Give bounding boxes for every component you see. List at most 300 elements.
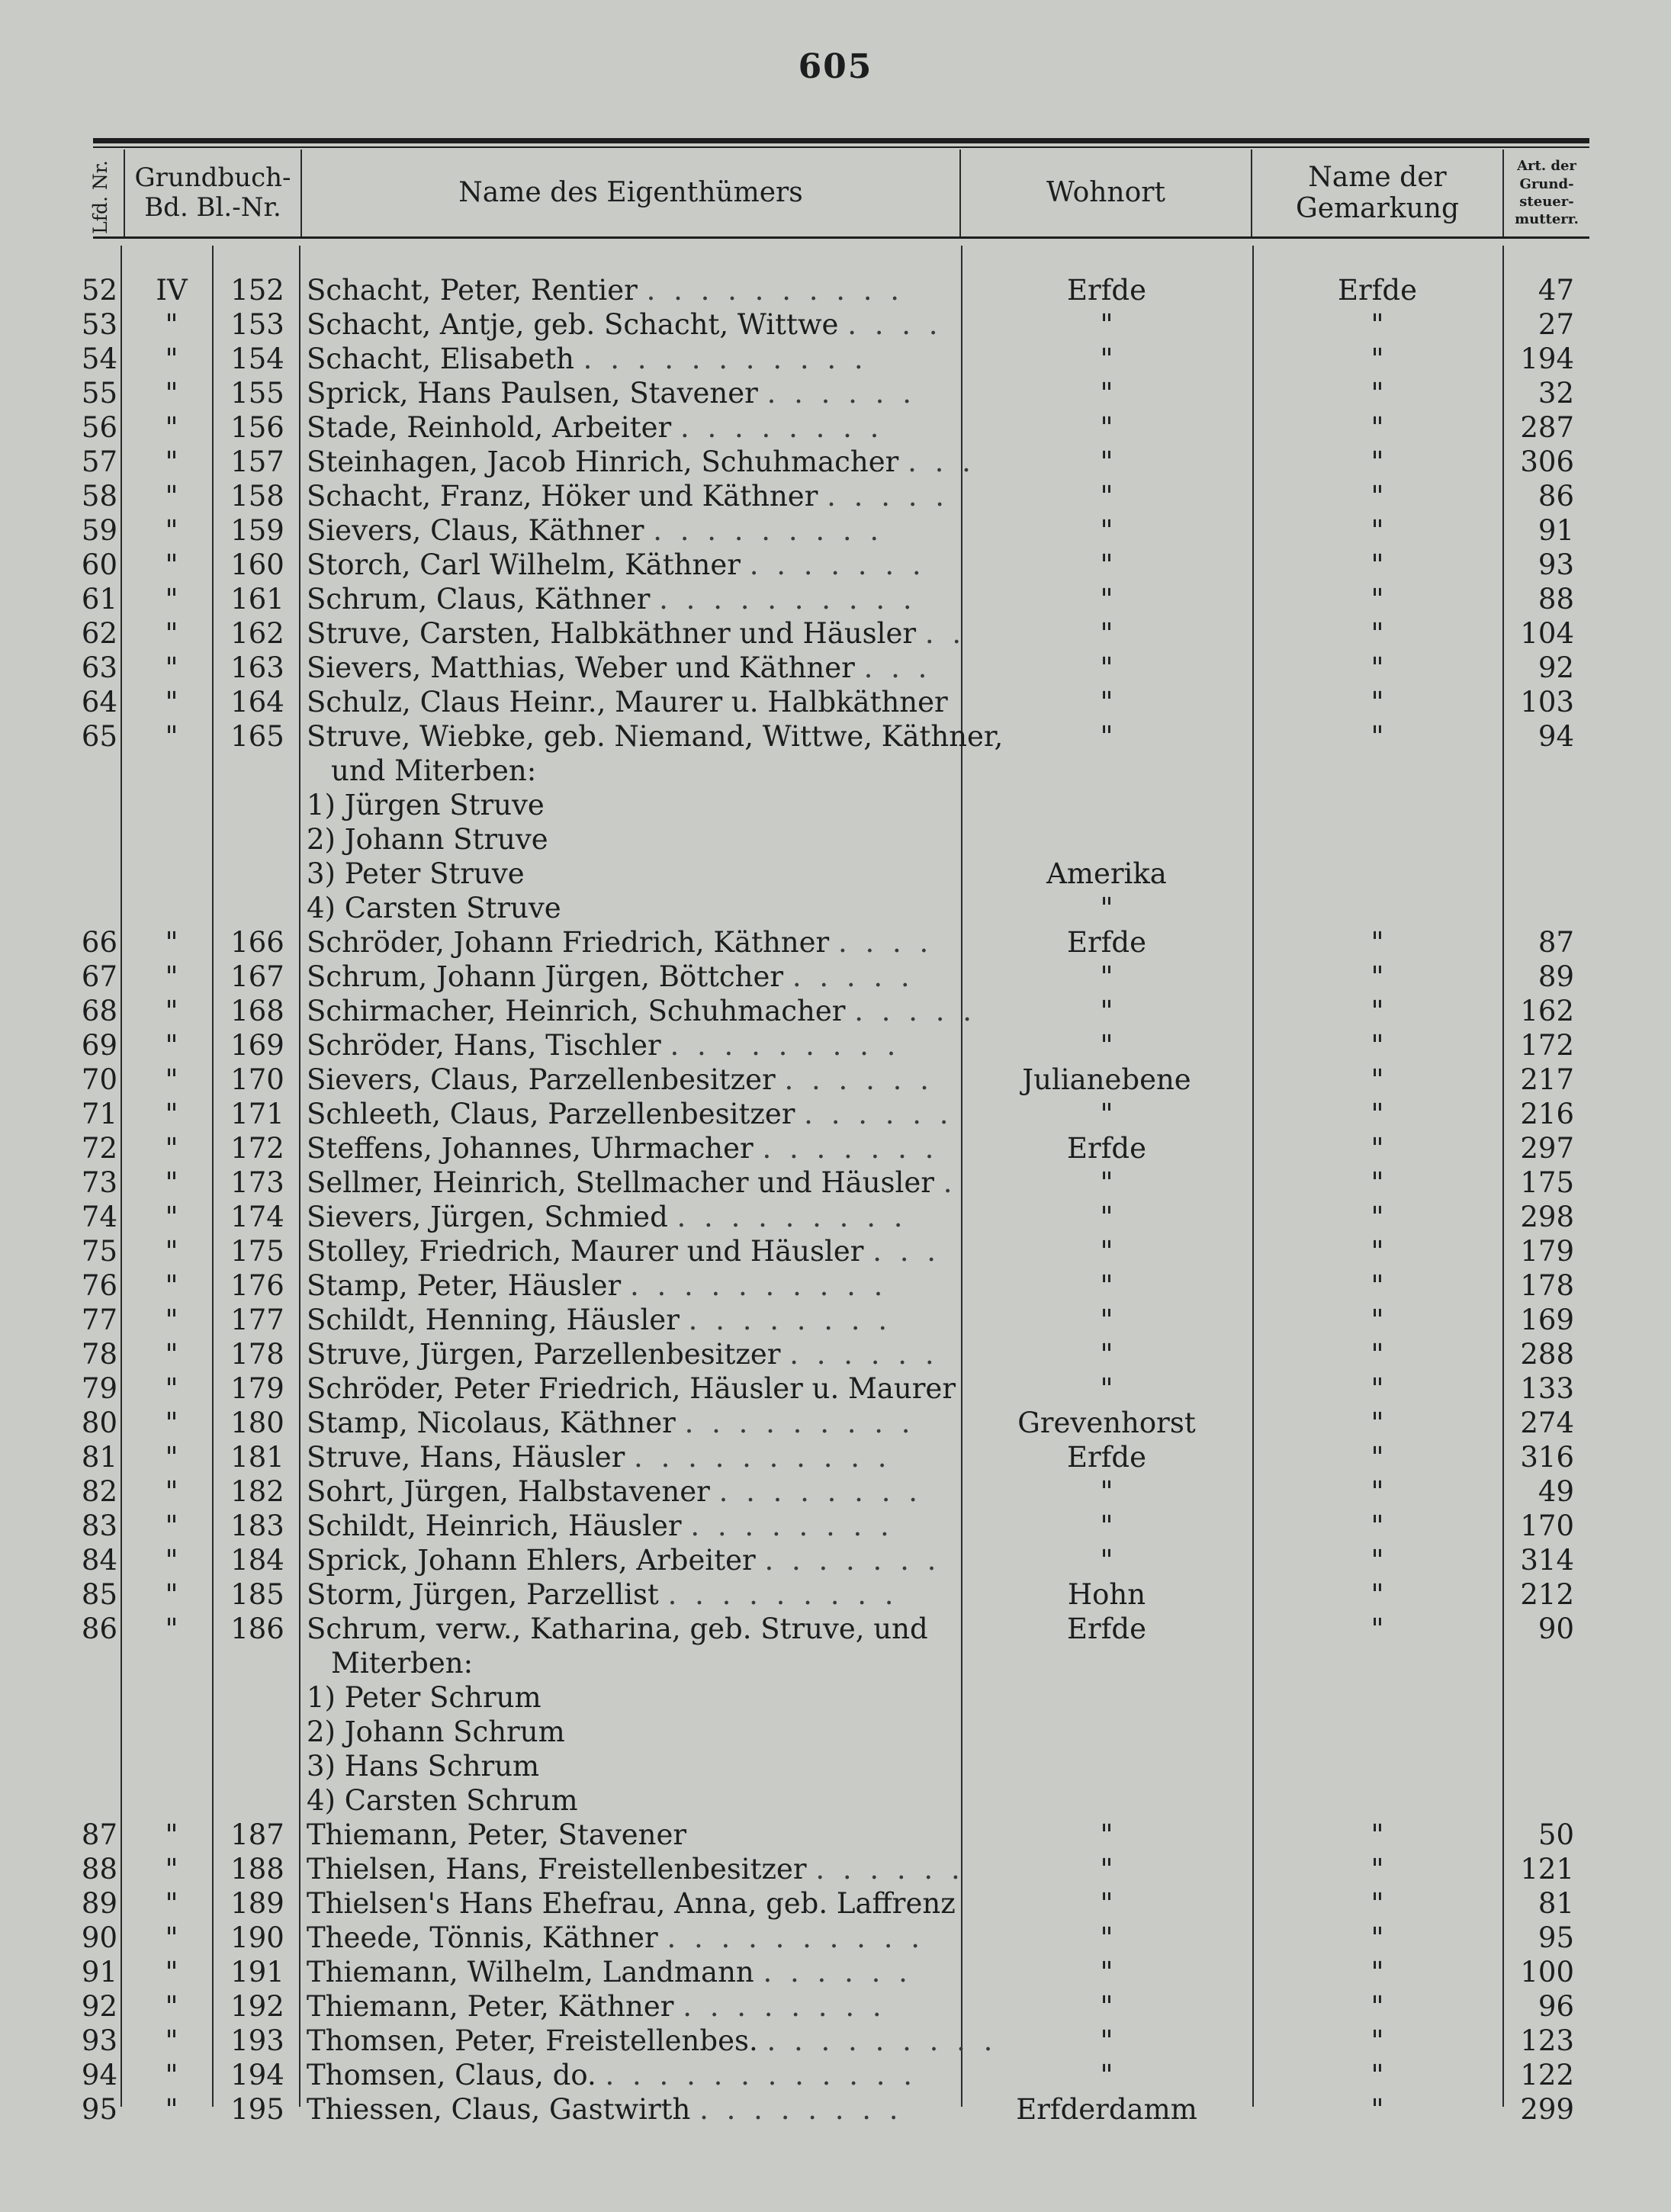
gemarkung-cell: " bbox=[1371, 1475, 1384, 1508]
band-cell: " bbox=[165, 342, 178, 375]
blatt-cell: 174 bbox=[230, 1201, 284, 1233]
wohnort-cell: " bbox=[1100, 308, 1113, 341]
artikel-cell: 314 bbox=[1520, 1544, 1574, 1577]
blatt-cell: 190 bbox=[230, 1921, 284, 1954]
owner-name-text: Schröder, Johann Friedrich, Käthner bbox=[307, 926, 830, 959]
table-row bbox=[0, 1474, 1671, 1509]
owner-name-cell bbox=[307, 376, 951, 410]
owner-name-continuation: und Miterben: bbox=[331, 754, 537, 787]
band-cell: " bbox=[165, 1578, 178, 1611]
band-cell: " bbox=[165, 2093, 178, 2126]
owner-name-cell bbox=[307, 1818, 951, 1852]
table-row bbox=[0, 925, 1671, 960]
wohnort-cell: " bbox=[1100, 960, 1113, 993]
owner-name-cell bbox=[307, 1989, 951, 2024]
table-row bbox=[0, 1028, 1671, 1063]
owner-name-cell bbox=[307, 445, 975, 479]
gemarkung-cell: " bbox=[1371, 377, 1384, 410]
header-lfd-nr: Lfd. Nr. bbox=[88, 159, 111, 234]
artikel-cell: 162 bbox=[1520, 995, 1574, 1027]
heir-list-item: 1) Jürgen Struve bbox=[307, 789, 545, 821]
lfd-nr-cell: 79 bbox=[81, 1372, 117, 1405]
wohnort-cell: " bbox=[1100, 1372, 1113, 1405]
wohnort-cell: " bbox=[1100, 995, 1113, 1027]
owner-name-cell bbox=[307, 1097, 951, 1131]
lfd-nr-cell: 71 bbox=[81, 1098, 117, 1130]
owner-name-cell bbox=[307, 1200, 951, 1234]
table-row bbox=[0, 1886, 1671, 1921]
band-cell: " bbox=[165, 651, 178, 684]
leader-dots: . . . . bbox=[847, 308, 943, 341]
wohnort-cell: " bbox=[1100, 411, 1113, 444]
owner-name-cell bbox=[307, 582, 951, 616]
owner-name-text: Sellmer, Heinrich, Stellmacher und Häusler bbox=[307, 1166, 934, 1199]
table-row bbox=[0, 1131, 1671, 1165]
leader-dots: . . . . . . bbox=[766, 377, 916, 410]
gemarkung-cell: " bbox=[1371, 960, 1384, 993]
lfd-nr-cell: 72 bbox=[81, 1132, 117, 1165]
owner-name-text: Thiessen, Claus, Gastwirth bbox=[307, 2093, 691, 2126]
band-cell: " bbox=[165, 1921, 178, 1954]
band-cell: " bbox=[165, 480, 178, 513]
wohnort-cell: " bbox=[1100, 2024, 1113, 2057]
artikel-cell: 178 bbox=[1520, 1269, 1574, 1302]
wohnort-cell: " bbox=[1100, 514, 1113, 547]
lfd-nr-cell: 63 bbox=[81, 651, 117, 684]
table-row bbox=[0, 1200, 1671, 1234]
table-row bbox=[0, 445, 1671, 479]
blatt-cell: 164 bbox=[230, 686, 284, 719]
lfd-nr-cell: 89 bbox=[81, 1887, 117, 1920]
wohnort-cell: " bbox=[1100, 1544, 1113, 1577]
leader-dots: . . bbox=[924, 617, 966, 650]
band-cell: " bbox=[165, 1132, 178, 1165]
lfd-nr-cell: 54 bbox=[81, 342, 117, 375]
gemarkung-cell: " bbox=[1371, 1956, 1384, 1989]
wohnort-cell: Hohn bbox=[1067, 1578, 1146, 1611]
owner-name-text: Stamp, Peter, Häusler bbox=[307, 1269, 622, 1302]
table-row bbox=[0, 1303, 1671, 1337]
lfd-nr-cell: 56 bbox=[81, 411, 117, 444]
owner-name-text: Steffens, Johannes, Uhrmacher bbox=[307, 1132, 754, 1165]
wohnort-cell: " bbox=[1100, 1029, 1113, 1062]
artikel-cell: 81 bbox=[1538, 1887, 1574, 1920]
lfd-nr-cell: 62 bbox=[81, 617, 117, 650]
header-name: Name des Eigenthümers bbox=[458, 177, 803, 209]
leader-dots: . . . . . . . . . . bbox=[629, 1269, 888, 1302]
blatt-cell: 192 bbox=[230, 1990, 284, 2023]
table-row bbox=[0, 273, 1671, 307]
owner-name-cell bbox=[307, 1921, 951, 1955]
table-row bbox=[0, 2024, 1671, 2058]
header-top-thin-rule bbox=[93, 146, 1589, 148]
owner-name-text: Steinhagen, Jacob Hinrich, Schuhmacher bbox=[307, 445, 899, 478]
table-row bbox=[0, 1543, 1671, 1577]
owner-name-cell bbox=[307, 273, 951, 307]
band-cell: " bbox=[165, 1269, 178, 1302]
blatt-cell: 171 bbox=[230, 1098, 284, 1130]
lfd-nr-cell: 75 bbox=[81, 1235, 117, 1268]
gemarkung-cell: " bbox=[1371, 1029, 1384, 1062]
owner-name-cell bbox=[307, 1028, 951, 1063]
owner-name-text: Schildt, Henning, Häusler bbox=[307, 1304, 680, 1336]
owner-name-text: Schleeth, Claus, Parzellenbesitzer bbox=[307, 1098, 795, 1130]
leader-dots: . . . . . . . . . bbox=[667, 1578, 898, 1611]
artikel-cell: 50 bbox=[1538, 1818, 1574, 1851]
blatt-cell: 172 bbox=[230, 1132, 284, 1165]
lfd-nr-cell: 57 bbox=[81, 445, 117, 478]
leader-dots: . . . . . bbox=[792, 960, 914, 993]
header-wohnort: Wohnort bbox=[1046, 177, 1165, 209]
table-row bbox=[0, 994, 1671, 1028]
wohnort-cell: " bbox=[1100, 548, 1113, 581]
artikel-cell: 27 bbox=[1538, 308, 1574, 341]
artikel-cell: 49 bbox=[1538, 1475, 1574, 1508]
lfd-nr-cell: 58 bbox=[81, 480, 117, 513]
gemarkung-cell: " bbox=[1371, 1235, 1384, 1268]
band-cell: " bbox=[165, 1887, 178, 1920]
table-row-continuation bbox=[0, 754, 1671, 788]
owner-name-cell bbox=[307, 1268, 951, 1303]
owner-name-text: Schrum, Claus, Käthner bbox=[307, 583, 651, 616]
table-row-continuation bbox=[0, 1783, 1671, 1818]
band-cell: " bbox=[165, 1098, 178, 1130]
table-row-continuation bbox=[0, 1680, 1671, 1715]
owner-name-cell bbox=[307, 651, 951, 685]
leader-dots: . . . . . . . . . . bbox=[634, 1441, 892, 1474]
gemarkung-cell: " bbox=[1371, 1921, 1384, 1954]
gemarkung-cell: " bbox=[1371, 2024, 1384, 2057]
table-row bbox=[0, 1577, 1671, 1612]
heir-list-item: 4) Carsten Struve bbox=[307, 892, 561, 924]
gemarkung-cell: " bbox=[1371, 1509, 1384, 1542]
wohnort-cell: " bbox=[1100, 583, 1113, 616]
owner-name-cell bbox=[307, 1131, 951, 1165]
heir-list-item: 1) Peter Schrum bbox=[307, 1681, 541, 1714]
table-row bbox=[0, 1440, 1671, 1474]
owner-name-text: Schacht, Elisabeth bbox=[307, 342, 574, 375]
blatt-cell: 167 bbox=[230, 960, 284, 993]
leader-dots: . . . . bbox=[837, 926, 934, 959]
wohnort-cell: Grevenhorst bbox=[1017, 1407, 1196, 1439]
band-cell: " bbox=[165, 1338, 178, 1371]
owner-name-text: Schildt, Heinrich, Häusler bbox=[307, 1509, 682, 1542]
owner-name-cell bbox=[307, 1474, 951, 1509]
blatt-cell: 184 bbox=[230, 1544, 284, 1577]
gemarkung-cell: " bbox=[1371, 1578, 1384, 1611]
leader-dots: . . . . . bbox=[854, 995, 977, 1027]
lfd-nr-cell: 94 bbox=[81, 2059, 117, 2091]
owner-name-cell bbox=[307, 1303, 951, 1337]
wohnort-cell: " bbox=[1100, 720, 1113, 753]
band-cell: " bbox=[165, 1990, 178, 2023]
band-cell: " bbox=[165, 583, 178, 616]
blatt-cell: 183 bbox=[230, 1509, 284, 1542]
lfd-nr-cell: 59 bbox=[81, 514, 117, 547]
band-cell: " bbox=[165, 617, 178, 650]
owner-name-text: Schrum, verw., Katharina, geb. Struve, und bbox=[307, 1612, 928, 1645]
blatt-cell: 169 bbox=[230, 1029, 284, 1062]
heir-list-item: 3) Peter Struve bbox=[307, 857, 525, 890]
owner-name-text: Sievers, Jürgen, Schmied bbox=[307, 1201, 668, 1233]
owner-name-cell bbox=[307, 2058, 951, 2092]
owner-name-text: Thomsen, Peter, Freistellenbes. bbox=[307, 2024, 758, 2057]
band-cell: " bbox=[165, 1407, 178, 1439]
band-cell: " bbox=[165, 995, 178, 1027]
blatt-cell: 165 bbox=[230, 720, 284, 753]
band-cell: " bbox=[165, 411, 178, 444]
leader-dots: . . . bbox=[863, 651, 932, 684]
artikel-cell: 172 bbox=[1520, 1029, 1574, 1062]
band-cell: " bbox=[165, 2024, 178, 2057]
artikel-cell: 194 bbox=[1520, 342, 1574, 375]
table-row bbox=[0, 1234, 1671, 1268]
artikel-cell: 103 bbox=[1520, 686, 1574, 719]
owner-name-cell bbox=[307, 1165, 957, 1200]
leader-dots: . . . . . . . bbox=[749, 548, 926, 581]
artikel-cell: 217 bbox=[1520, 1063, 1574, 1096]
wohnort-cell: " bbox=[1100, 1990, 1113, 2023]
gemarkung-cell: " bbox=[1371, 1372, 1384, 1405]
table-row bbox=[0, 1371, 1671, 1406]
leader-dots: . . . . . . . . . bbox=[670, 1029, 901, 1062]
wohnort-cell: " bbox=[1100, 2059, 1113, 2091]
owner-name-text: Thiemann, Peter, Stavener bbox=[307, 1818, 687, 1851]
gemarkung-cell: " bbox=[1371, 583, 1384, 616]
artikel-cell: 123 bbox=[1520, 2024, 1574, 2057]
owner-name-cell bbox=[307, 513, 951, 548]
gemarkung-cell: " bbox=[1371, 1441, 1384, 1474]
owner-name-text: Stamp, Nicolaus, Käthner bbox=[307, 1407, 676, 1439]
owner-name-text: Sievers, Claus, Käthner bbox=[307, 514, 644, 547]
owner-name-cell bbox=[307, 685, 951, 719]
table-row bbox=[0, 307, 1671, 342]
table-row bbox=[0, 1268, 1671, 1303]
table-row bbox=[0, 1852, 1671, 1886]
leader-dots: . . . . . . . . . bbox=[766, 2024, 998, 2057]
header-gemarkung: Name der Gemarkung bbox=[1295, 161, 1460, 224]
leader-dots: . . . bbox=[872, 1235, 940, 1268]
owner-name-text: Struve, Wiebke, geb. Niemand, Wittwe, Käthner, bbox=[307, 720, 1004, 753]
table-row bbox=[0, 479, 1671, 513]
blatt-cell: 181 bbox=[230, 1441, 284, 1474]
artikel-cell: 288 bbox=[1520, 1338, 1574, 1371]
owner-name-text: Struve, Jürgen, Parzellenbesitzer bbox=[307, 1338, 781, 1371]
blatt-cell: 158 bbox=[230, 480, 284, 513]
heir-list-item: 2) Johann Schrum bbox=[307, 1715, 565, 1748]
lfd-nr-cell: 95 bbox=[81, 2093, 117, 2126]
table-row bbox=[0, 376, 1671, 410]
owner-name-cell bbox=[307, 307, 951, 342]
artikel-cell: 88 bbox=[1538, 583, 1574, 616]
owner-name-text: Schirmacher, Heinrich, Schuhmacher bbox=[307, 995, 846, 1027]
table-row bbox=[0, 1612, 1671, 1646]
owner-name-cell bbox=[307, 960, 951, 994]
owner-name-text: Thiemann, Wilhelm, Landmann bbox=[307, 1956, 754, 1989]
wohnort-cell: " bbox=[1100, 377, 1113, 410]
artikel-cell: 47 bbox=[1538, 274, 1574, 307]
wohnort-cell: " bbox=[1100, 342, 1113, 375]
gemarkung-cell: " bbox=[1371, 686, 1384, 719]
gemarkung-cell: " bbox=[1371, 1407, 1384, 1439]
owner-name-cell bbox=[307, 994, 977, 1028]
table-row-continuation bbox=[0, 1646, 1671, 1680]
lfd-nr-cell: 64 bbox=[81, 686, 117, 719]
owner-name-cell bbox=[307, 1371, 956, 1406]
artikel-cell: 316 bbox=[1520, 1441, 1574, 1474]
owner-name-text: Sievers, Matthias, Weber und Käthner bbox=[307, 651, 855, 684]
leader-dots: . . . . . . . . bbox=[699, 2093, 903, 2126]
leader-dots: . . . . . . bbox=[789, 1338, 939, 1371]
lfd-nr-cell: 77 bbox=[81, 1304, 117, 1336]
table-row bbox=[0, 410, 1671, 445]
artikel-cell: 104 bbox=[1520, 617, 1574, 650]
owner-name-cell bbox=[307, 719, 1004, 754]
owner-name-cell bbox=[307, 1577, 951, 1612]
gemarkung-cell: " bbox=[1371, 995, 1384, 1027]
lfd-nr-cell: 83 bbox=[81, 1509, 117, 1542]
blatt-cell: 160 bbox=[230, 548, 284, 581]
wohnort-cell: " bbox=[1100, 1853, 1113, 1886]
gemarkung-cell: " bbox=[1371, 926, 1384, 959]
blatt-cell: 185 bbox=[230, 1578, 284, 1611]
owner-name-text: Storch, Carl Wilhelm, Käthner bbox=[307, 548, 741, 581]
gemarkung-cell: " bbox=[1371, 445, 1384, 478]
artikel-cell: 87 bbox=[1538, 926, 1574, 959]
blatt-cell: 159 bbox=[230, 514, 284, 547]
band-cell: " bbox=[165, 1201, 178, 1233]
blatt-cell: 179 bbox=[230, 1372, 284, 1405]
band-cell: " bbox=[165, 1818, 178, 1851]
table-row-continuation bbox=[0, 891, 1671, 925]
blatt-cell: 194 bbox=[230, 2059, 284, 2091]
wohnort-cell: Erfde bbox=[1067, 1612, 1146, 1645]
blatt-cell: 189 bbox=[230, 1887, 284, 1920]
owner-name-cell bbox=[307, 1440, 951, 1474]
band-cell: " bbox=[165, 1475, 178, 1508]
gemarkung-cell: " bbox=[1371, 480, 1384, 513]
band-cell: " bbox=[165, 2059, 178, 2091]
wohnort-cell: " bbox=[1100, 651, 1113, 684]
owner-name-continuation: Miterben: bbox=[331, 1647, 474, 1680]
wohnort-cell: " bbox=[1100, 1166, 1113, 1199]
leader-dots: . . . . . . . bbox=[762, 1132, 939, 1165]
wohnort-cell: " bbox=[1100, 1887, 1113, 1920]
gemarkung-cell: " bbox=[1371, 1269, 1384, 1302]
table-row bbox=[0, 1921, 1671, 1955]
owner-name-text: Thielsen, Hans, Freistellenbesitzer bbox=[307, 1853, 807, 1886]
band-cell: " bbox=[165, 1063, 178, 1096]
leader-dots: . . . . . . . . . bbox=[684, 1407, 915, 1439]
lfd-nr-cell: 78 bbox=[81, 1338, 117, 1371]
owner-name-text: Stade, Reinhold, Arbeiter bbox=[307, 411, 672, 444]
wohnort-cell: " bbox=[1100, 1475, 1113, 1508]
blatt-cell: 166 bbox=[230, 926, 284, 959]
blatt-cell: 182 bbox=[230, 1475, 284, 1508]
artikel-cell: 287 bbox=[1520, 411, 1574, 444]
gemarkung-cell: " bbox=[1371, 1612, 1384, 1645]
table-row bbox=[0, 685, 1671, 719]
blatt-cell: 168 bbox=[230, 995, 284, 1027]
owner-name-cell bbox=[307, 925, 951, 960]
artikel-cell: 169 bbox=[1520, 1304, 1574, 1336]
lfd-nr-cell: 60 bbox=[81, 548, 117, 581]
owner-name-text: Sprick, Hans Paulsen, Stavener bbox=[307, 377, 758, 410]
band-cell: " bbox=[165, 1441, 178, 1474]
leader-dots: . . . . . . bbox=[815, 1853, 965, 1886]
band-cell: " bbox=[165, 926, 178, 959]
gemarkung-cell: " bbox=[1371, 1338, 1384, 1371]
gemarkung-cell: " bbox=[1371, 720, 1384, 753]
table-row bbox=[0, 1097, 1671, 1131]
table-row bbox=[0, 548, 1671, 582]
band-cell: " bbox=[165, 445, 178, 478]
wohnort-cell: " bbox=[1100, 1098, 1113, 1130]
table-row-continuation bbox=[0, 822, 1671, 857]
gemarkung-cell: " bbox=[1371, 548, 1384, 581]
heir-list-item: 2) Johann Struve bbox=[307, 823, 548, 856]
artikel-cell: 94 bbox=[1538, 720, 1574, 753]
artikel-cell: 212 bbox=[1520, 1578, 1574, 1611]
blatt-cell: 195 bbox=[230, 2093, 284, 2126]
gemarkung-cell: " bbox=[1371, 514, 1384, 547]
owner-name-cell bbox=[307, 1955, 951, 1989]
table-row-continuation bbox=[0, 1715, 1671, 1749]
lfd-nr-cell: 81 bbox=[81, 1441, 117, 1474]
table-row bbox=[0, 960, 1671, 994]
wohnort-cell: Erfderdamm bbox=[1016, 2093, 1197, 2126]
table-row bbox=[0, 1955, 1671, 1989]
lfd-nr-cell: 61 bbox=[81, 583, 117, 616]
lfd-nr-cell: 67 bbox=[81, 960, 117, 993]
band-cell: " bbox=[165, 1956, 178, 1989]
wohnort-cell: " bbox=[1100, 480, 1113, 513]
owner-name-cell bbox=[307, 1543, 951, 1577]
blatt-cell: 157 bbox=[230, 445, 284, 478]
leader-dots: . . . . . . . . bbox=[680, 411, 884, 444]
owner-name-cell bbox=[307, 1337, 951, 1371]
gemarkung-cell: " bbox=[1371, 651, 1384, 684]
gemarkung-cell: " bbox=[1371, 1544, 1384, 1577]
owner-name-cell bbox=[307, 1612, 951, 1646]
owner-name-text: Schacht, Antje, geb. Schacht, Wittwe bbox=[307, 308, 839, 341]
owner-name-cell bbox=[307, 1509, 951, 1543]
wohnort-cell: " bbox=[1100, 686, 1113, 719]
band-cell: " bbox=[165, 308, 178, 341]
artikel-cell: 91 bbox=[1538, 514, 1574, 547]
owner-name-text: Thielsen's Hans Ehefrau, Anna, geb. Laffrenz bbox=[307, 1887, 956, 1920]
band-cell: " bbox=[165, 377, 178, 410]
wohnort-cell: " bbox=[1100, 1235, 1113, 1268]
header-art: Art. der Grund- steuer- mutterr. bbox=[1515, 158, 1579, 228]
lfd-nr-cell: 68 bbox=[81, 995, 117, 1027]
gemarkung-cell: Erfde bbox=[1338, 274, 1417, 307]
blatt-cell: 163 bbox=[230, 651, 284, 684]
table-row bbox=[0, 1165, 1671, 1200]
wohnort-cell: " bbox=[1100, 1269, 1113, 1302]
table-row bbox=[0, 582, 1671, 616]
leader-dots: . . . bbox=[908, 445, 975, 478]
lfd-nr-cell: 92 bbox=[81, 1990, 117, 2023]
leader-dots: . . . . . . . . . bbox=[653, 514, 884, 547]
owner-name-cell bbox=[307, 2092, 951, 2127]
table-row bbox=[0, 1818, 1671, 1852]
table-row bbox=[0, 1063, 1671, 1097]
gemarkung-cell: " bbox=[1371, 1063, 1384, 1096]
lfd-nr-cell: 82 bbox=[81, 1475, 117, 1508]
owner-name-text: Sievers, Claus, Parzellenbesitzer bbox=[307, 1063, 776, 1096]
artikel-cell: 170 bbox=[1520, 1509, 1574, 1542]
